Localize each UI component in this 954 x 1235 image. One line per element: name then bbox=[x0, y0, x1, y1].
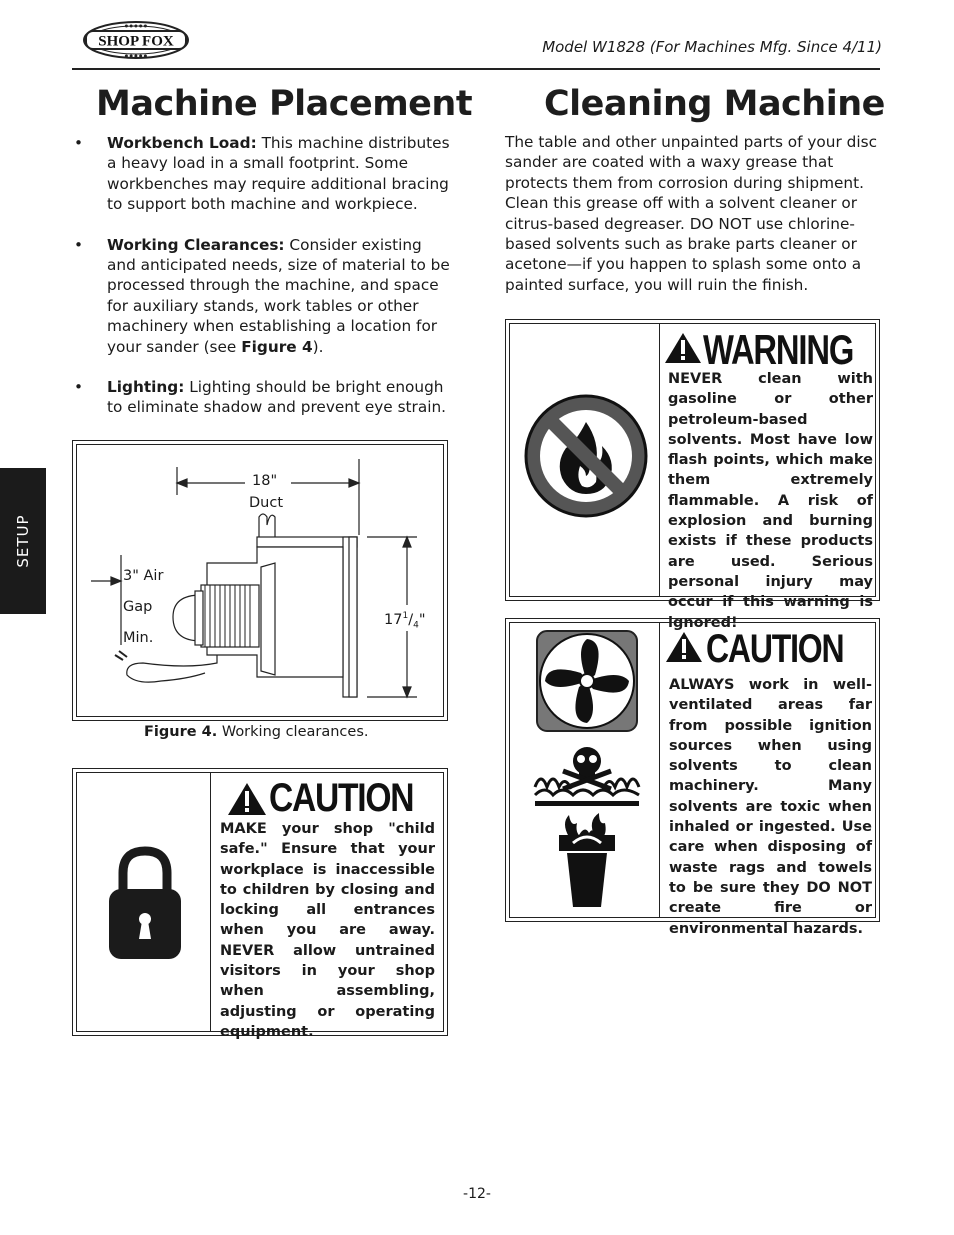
svg-text:● ● ● ● ●: ● ● ● ● ● bbox=[124, 23, 148, 28]
waste-can-fire-icon bbox=[555, 813, 619, 909]
warning-triangle-icon bbox=[227, 782, 267, 816]
caution-box-child-safe bbox=[72, 768, 448, 1040]
no-fire-icon bbox=[520, 390, 652, 522]
gap-label: Gap bbox=[123, 599, 153, 615]
caution-signal-word: CAUTION bbox=[706, 627, 844, 671]
warning-box-gasoline bbox=[505, 319, 880, 631]
warning-triangle-icon bbox=[664, 332, 702, 364]
caution-signal-word: CAUTION bbox=[269, 776, 414, 820]
figure-reference: Figure 4 bbox=[241, 337, 313, 356]
bullet-working-clearances: • Working Clearances: Consider existing and anticipated needs, size of material to be processed through the machine, and space for auxiliary stands, work tables or other machinery when establishing a location for your sander (see Figure 4). bbox=[74, 235, 450, 356]
height-numerator: 1 bbox=[402, 611, 409, 621]
caution-box-ventilation bbox=[505, 618, 880, 937]
model-header: Model W1828 (For Machines Mfg. Since 4/11) bbox=[542, 38, 882, 56]
placement-bullets bbox=[72, 133, 452, 438]
duct-label: Duct bbox=[249, 495, 284, 511]
shop-fox-logo bbox=[82, 20, 190, 60]
bullet-tail: ). bbox=[312, 337, 324, 356]
warning-text: NEVER clean with gasoline or other petroleum-based solvents. Most have low flash points, which make them extremely flammable. A risk of explosion and burning exists if these products are used. Serious personal injury may occur if this warning is ignored! bbox=[668, 371, 873, 631]
toxic-skull-icon bbox=[533, 741, 641, 809]
setup-side-tab bbox=[0, 468, 46, 614]
bullet-text: Consider existing and anticipated needs, size of material to be processed through the machine, and space for auxiliary stands, work tables or other machinery when establishing a location for your sander (see bbox=[107, 235, 450, 356]
height-slash: / bbox=[408, 611, 414, 628]
height-whole: 17 bbox=[384, 611, 403, 628]
logo-text: SHOP FOX bbox=[98, 33, 174, 50]
figure-4-box bbox=[72, 440, 448, 721]
figure-caption bbox=[144, 724, 368, 740]
bullet-lighting: • Lighting: Lighting should be bright enough to eliminate shadow and prevent eye strain. bbox=[74, 378, 447, 417]
min-label: Min. bbox=[123, 630, 154, 646]
bullet-workbench-load: • Workbench Load: This machine distributes a heavy load in a small footprint. Some workbenches may require additional bracing to support both machine and workpiece. bbox=[74, 134, 450, 214]
cleaning-paragraph: The table and other unpainted parts of your disc sander are coated with a waxy grease that protects them from corrosion during shipment. Clean this grease off with a solvent cleaner or citrus-based degreaser. DO NOT use chlorine-based solvents such as brake parts cleaner or acetone—if you happen to splash some onto a painted surface, you will ruin the finish. bbox=[505, 133, 877, 294]
caption-bold: Figure 4. bbox=[144, 724, 218, 740]
padlock-icon bbox=[105, 843, 185, 963]
bullet-term: Working Clearances: bbox=[107, 235, 285, 254]
page-number: -12- bbox=[463, 1186, 491, 1202]
caution-text: ALWAYS work in well-ventilated areas far from possible ignition sources when using solvents to clean machinery. Many solvents are toxic when inhaled or ingested. Use care when disposing of waste rags and towels to be sure they DO NOT create fire or environmental hazards. bbox=[669, 677, 872, 937]
caption-text: Working clearances. bbox=[217, 724, 369, 740]
bullet-text: Lighting should be bright enough to eliminate shadow and prevent eye strain. bbox=[107, 378, 447, 417]
height-denominator: 4 bbox=[413, 620, 419, 631]
bullet-term: Lighting: bbox=[107, 378, 185, 397]
header-rule bbox=[72, 68, 880, 70]
caution-text: MAKE your shop "child safe." Ensure that your workplace is inaccessible to children by closing and locking all entrances when you are away. NEVER allow untrained visitors in your shop when assembling, adjusting or operating equipment. bbox=[220, 821, 435, 1040]
bullet-term: Workbench Load: bbox=[107, 134, 257, 152]
ventilation-fan-icon bbox=[535, 629, 639, 733]
cleaning-machine-title: Cleaning Machine bbox=[544, 84, 885, 124]
side-tab-label: SETUP bbox=[14, 514, 32, 568]
air-label: 3" Air bbox=[123, 568, 164, 584]
warning-signal-word: WARNING bbox=[703, 326, 854, 373]
bullet-text: This machine distributes a heavy load in a small footprint. Some workbenches may require additional bracing to support both machine and workpiece. bbox=[107, 134, 450, 214]
warning-triangle-icon bbox=[665, 631, 703, 663]
height-label bbox=[383, 611, 426, 631]
dim-18-label: 18" bbox=[252, 473, 278, 489]
height-inch: " bbox=[418, 611, 426, 628]
svg-text:● ● ● ● ●: ● ● ● ● ● bbox=[124, 53, 148, 58]
machine-placement-title: Machine Placement bbox=[96, 84, 473, 124]
